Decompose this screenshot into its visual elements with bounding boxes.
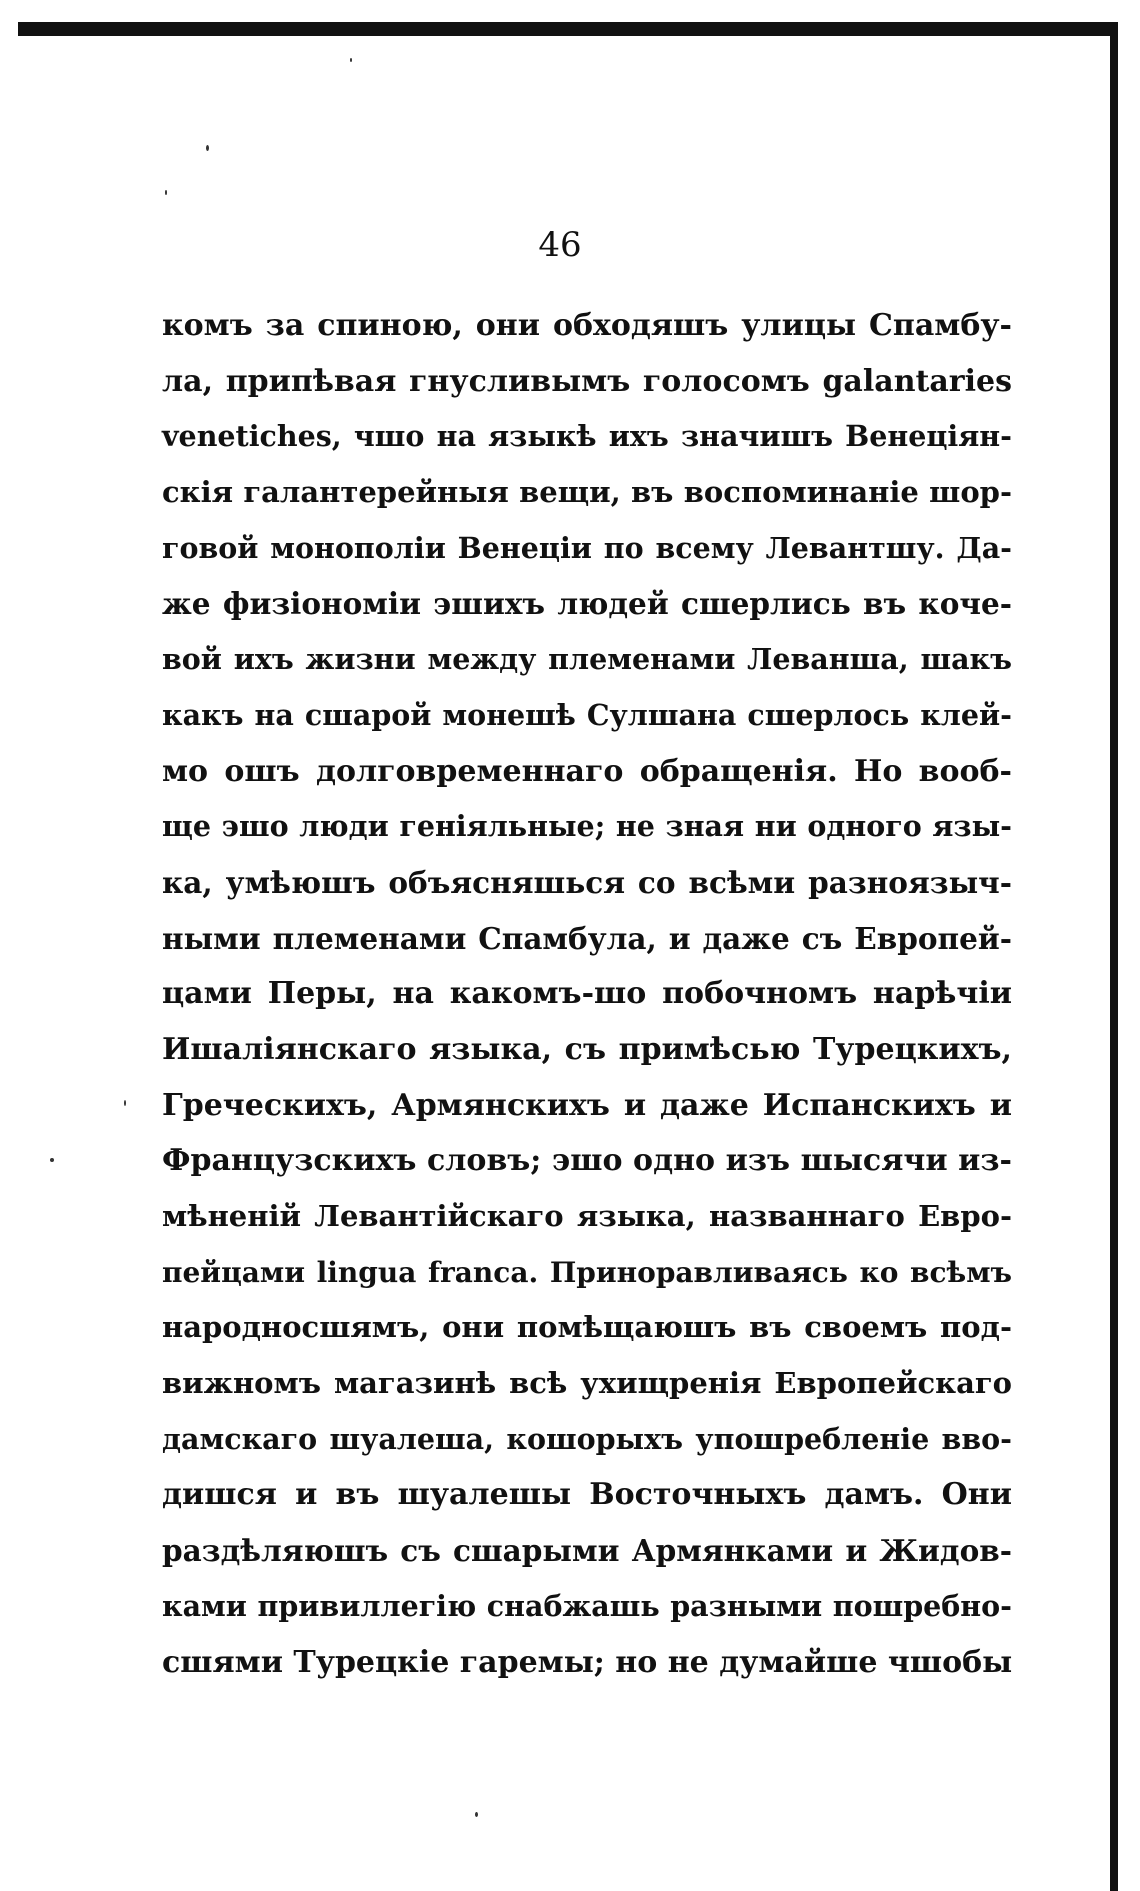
text-line: говой монополiи Венецiи по всему Левантшу. Да-: [162, 530, 1012, 565]
body-text: [162, 298, 1012, 1690]
text-line: пейцами lingua franca. Приноравливаясь ко всѣмъ: [162, 1255, 1012, 1289]
text-line: цами Перы, на какомъ-шо побочномъ нарѣчiи: [162, 976, 1012, 1012]
text-line: ками привиллегiю снабжашь разными пошребно-: [162, 1588, 1012, 1623]
top-border-rule: [18, 22, 1118, 36]
scan-speck: [50, 1158, 54, 1162]
scan-speck: [124, 1100, 126, 1106]
text-line: дамскаго шуалеша, кошорыхъ упошребленiе вво-: [162, 1421, 1012, 1456]
text-line: сшями Турецкiе гаремы; но не думайше чшобы: [162, 1644, 1013, 1680]
scan-speck: [350, 58, 352, 62]
text-line: venetiches, чшо на языкѣ ихъ значишъ Венецiян-: [162, 419, 1012, 454]
text-line: ка, умѣюшъ объясняшься со всѣми разноязыч-: [162, 864, 1012, 900]
right-border-rule: [1110, 22, 1118, 1891]
text-line: какъ на сшарой монешѣ Сулшана сшерлось клей-: [162, 697, 1012, 732]
text-line: мо ошъ долговременнаго обращенiя. Но вооб-: [162, 753, 1012, 789]
scan-speck: [165, 190, 167, 195]
text-line: комъ за спиною, они обходяшъ улицы Спамбу-: [162, 308, 1012, 343]
text-line: народносшямъ, они помѣщаюшъ въ своемъ под-: [162, 1310, 1012, 1345]
scan-speck: [206, 145, 209, 151]
text-line: ще эшо люди генiяльные; не зная ни одного язы-: [162, 809, 1012, 844]
text-line: Ишалiянскаго языка, съ примѣсью Турецкихъ,: [162, 1031, 1012, 1067]
text-line: же физiономiи эшихъ людей сшерлись въ коче-: [162, 586, 1012, 622]
text-line: Французскихъ словъ; эшо одно изъ шысячи из-: [162, 1143, 1012, 1179]
text-line: раздѣляюшъ съ сшарыми Армянками и Жидов-: [162, 1533, 1012, 1569]
text-line: скiя галантерейныя вещи, въ воспоминанiе шор-: [162, 475, 1012, 510]
text-line: Греческихъ, Армянскихъ и даже Испанскихъ и: [162, 1087, 1012, 1123]
text-line: вижномъ магазинѣ всѣ ухищренiя Европейскаго: [162, 1366, 1012, 1401]
text-line: ными племенами Спамбула, и даже съ Европей-: [162, 920, 1012, 956]
text-line: дишся и въ шуалешы Восточныхъ дамъ. Они: [162, 1477, 1012, 1513]
text-line: мѣненiй Левантiйскаго языка, названнаго Евро-: [162, 1199, 1012, 1233]
text-line: ла, припѣвая гнусливымъ голосомъ galantaries: [162, 363, 1012, 399]
text-line: вой ихъ жизни между племенами Леванша, шакъ: [162, 642, 1012, 677]
scan-speck: [475, 1812, 478, 1817]
page-number: 46: [538, 225, 582, 265]
